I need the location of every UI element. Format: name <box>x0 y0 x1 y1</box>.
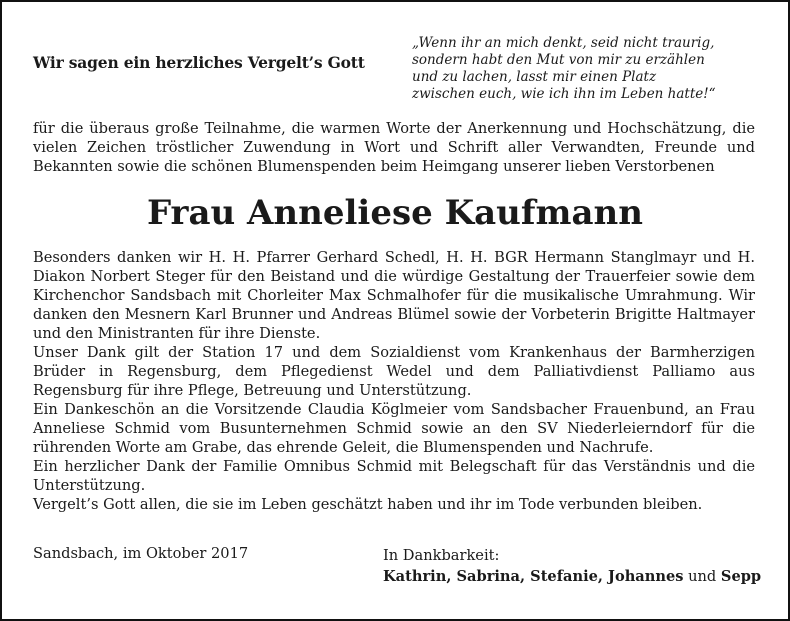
paragraph: Vergelt’s Gott allen, die sie im Leben geschätzt haben und ihr im Tode verbunden bleiben. <box>33 496 703 513</box>
paragraph: Ein Dankeschön an die Vorsitzende Claudia Köglmeier vom Sandsbacher Frauenbund, an Frau Anneliese Schmid vom Busunternehmen Schmid sowie an den SV Niederleierndorf für die rührenden Worte am Grabe, das ehrende Geleit, die Blumenspenden und Nachrufe. <box>33 401 755 456</box>
signers-last: Sepp <box>720 568 762 585</box>
closing-line: In Dankbarkeit: <box>383 547 500 564</box>
place-date: Sandsbach, im Oktober 2017 <box>33 545 249 562</box>
poem-line: zwischen euch, wie ich ihn im Leben hatte!“ <box>412 86 716 102</box>
paragraph: Unser Dank gilt der Station 17 und dem Sozialdienst vom Krankenhaus der Barmherzigen Brüder in Regensburg, dem Pflegedienst Wedel und dem Palliativdienst Palliamo aus Regensburg für ihre Pflege, Betreuung und Unterstützung. <box>33 344 755 399</box>
thanks-heading: Wir sagen ein herzliches Vergelt’s Gott <box>33 53 365 72</box>
poem-line: „Wenn ihr an mich denkt, seid nicht traurig, <box>412 35 715 51</box>
signers <box>383 566 761 587</box>
paragraph: Ein herzlicher Dank der Familie Omnibus Schmid mit Belegschaft für das Verständnis und die Unterstützung. <box>33 458 755 494</box>
signers-main: Kathrin, Sabrina, Stefanie, Johannes <box>383 568 684 585</box>
acknowledgements <box>33 248 755 514</box>
poem-line: sondern habt den Mut von mir zu erzählen <box>412 52 705 68</box>
signature-block <box>383 545 761 587</box>
deceased-name: Frau Anneliese Kaufmann <box>147 193 643 233</box>
poem-quote <box>412 35 762 103</box>
poem-line: und zu lachen, lasst mir einen Platz <box>412 69 657 85</box>
paragraph: Besonders danken wir H. H. Pfarrer Gerhard Schedl, H. H. BGR Hermann Stanglmayr und H. Diakon Norbert Steger für den Beistand und die würdige Gestaltung der Trauerfeier sowie dem Kirchenchor Sandsbach mit Chorleiter Max Schmalhofer für die musikalische Umrahmung. Wir danken den Mesnern Karl Brunner und Andreas Blümel sowie der Vorbeterin Brigitte Haltmayer und den Ministranten für ihre Dienste. <box>33 249 755 342</box>
intro-text: für die überaus große Teilnahme, die warmen Worte der Anerkennung und Hochschätzung, die vielen Zeichen tröstlicher Zuwendung in Wort und Schrift aller Verwandten, Freunde und Bekannten sowie die schönen Blumenspenden beim Heimgang unserer lieben Verstorbenen <box>33 120 755 175</box>
signers-and: und <box>688 568 717 585</box>
